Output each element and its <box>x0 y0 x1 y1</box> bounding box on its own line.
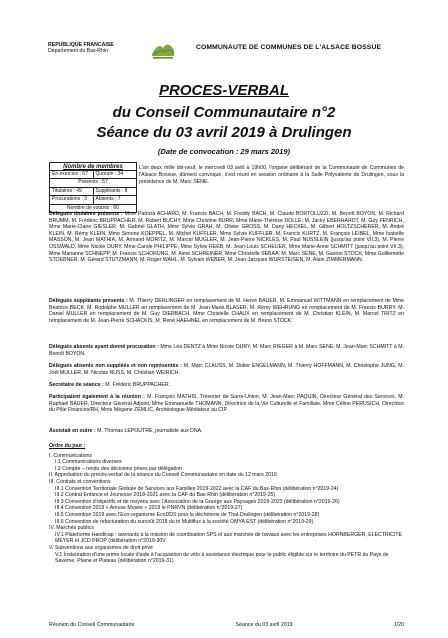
section-text: Mme Patricia ACHARD, M. Francis BACH, M. Freddy BACH, M. Claude BORTOLUZZI, M. Benoît BOYON, M. Richard BRUMM, M. Frédéric BRUPPACHER, M. Robert BUCHY, Mme Christine BURR, Mme Marie-Thérèse DOLLE, M. Jacky EBERHARDT, M. Guy FENRICH, Mme Marie-Claire GIESLER, M. Gabriel GLATH, Mme Sylvie GRAH, M. Olivier GROSS, M. Dany HECKEL, M. Gilbert HOLTZSCHERER, M. André KLEIN, M. Rémy KLEIN, Mme Simone KOEPPEL, M. Michel KUFFLER, Mme Sylvie KUFFLER, M. Francis KURTZ, M. François LEIBEL, Mme Isabelle MASSON, M. Jean MATHIA, M. Armand MORITZ, M. Marcel MUGLER, M. Jean-Pierre NICKLES, M. Paul NUSSLEIN (jusqu'au point VII.3), M. Pierre OSSWALD, Mme Nicole OURY, Mme Carole PHILIPPE, Mme Sylvie REEB, M. Jean-Louis SCHEUER, Mme Marie-Anne SCHMITT (jusqu'au point VII.3), Mme Marianne SCHNEPP, M. Francis SCHORUNG, M. Aimé SCHREINER, Mme Christelle SEBAA, M. Marc SENE, M. Gaston STOCK, Mme Guillemette STOEBNER, M. Gérard STUTZMANN, M. Roger WAHL, M. Sylvain WEBER, M. Jean-Jacques WURSTEISEN, M. Alain ZIMMERMANN. <box>49 211 404 264</box>
section-label: Participaient également à la réunion : <box>49 394 145 400</box>
section-label: Délégués titulaires présents : <box>49 211 123 217</box>
section-text: M. François MATHIS, Trésorier de Sarre-Union, M. Jean-Marc PAQUIN, Directeur Général des Services, M. Raphaël BAUER, Directeur Général Adjoint, Mme Emmanuelle THOMANN, Directrice de la Vie Culturelle et Familiale, Mme Céline PERUSICH, Directrice du Pôle Finances/RH, Mme Mégane ZEMLIC, Archéologue-Médiateur au CIP. <box>49 394 404 414</box>
page-number: 1/20 <box>393 622 404 628</box>
agenda-item: V. Subventions aux organismes de droit privé <box>49 544 153 551</box>
section-label: Assistait en outre : <box>49 428 96 434</box>
community-logo-icon <box>150 36 176 62</box>
section-procurations <box>49 344 404 357</box>
agenda-item: III.5 Convention 2019 avec l'Eco-organisme EcoDDS pour la déchèterie de Thal-Drulingen (délibération n°2019-28) <box>55 511 320 518</box>
members-table-heading: Nombre de membres <box>50 163 136 171</box>
agenda-list <box>49 453 409 565</box>
section-label: Délégués suppléants présents : <box>49 298 128 304</box>
agenda-item: V.1 Instauration d'une prime locale d'aide à l'acquisition de vélo à assistance électrique pour le public éligible sur le territoire du PETR du Pays de Saverne, Plaine et Plateau (délibération n°2019-31) <box>55 551 389 565</box>
section-participants <box>49 394 404 414</box>
section-label: Délégués absents ayant donné procuration : <box>49 344 159 350</box>
section-label: Secrétaire de séance : <box>49 382 104 388</box>
section-secretaire <box>49 382 404 389</box>
document-title: PROCES-VERBAL <box>158 82 289 99</box>
section-text: M. Thierry DEHLINGER en remplacement de M. Hervé BAUER, M. Emmanuel WITTMANN en remplacement de Mme Béatrice BECK, M. Rodolphe MULLER en remplacement de M. Jean-Marie BLASER, M. Rémy WEHRUNG en remplacement de M. Francis BURRY, M. Daniel MULLER en remplacement de M. Guy DIERBACH, Mme Christelle CHAUX en remplacement de M. Christian KLEIN, M. Marcel TRITZ en remplacement de M. Jean-Pierre SCHACKIS, M. René HAEHNEL en remplacement de M. Bruno STOCK. <box>49 298 404 324</box>
republic-header <box>48 42 114 54</box>
section-assistait <box>49 428 404 435</box>
section-absents <box>49 363 404 376</box>
members-cell: Présents : 57 <box>78 179 108 186</box>
members-cell: Absents : 7 <box>93 196 137 203</box>
members-row <box>50 196 136 204</box>
agenda-item: IV. Marchés publics <box>49 525 94 532</box>
members-cell: Nombre de votants : 60 <box>67 204 119 211</box>
section-label: Délégués absents non suppléés et non représentés : <box>49 363 182 369</box>
section-text: M. Frédéric BRUPPACHER. <box>105 382 171 388</box>
members-row <box>50 188 136 196</box>
session-title: Séance du 03 avril 2019 à Drulingen <box>96 124 352 141</box>
agenda-item: III.2 Contrat Enfance et Jeunesse 2018-2021 avec la CAF du Bas-Rhin (délibération n°2019-25) <box>55 492 276 499</box>
agenda-item: I. Communications <box>49 452 92 459</box>
agenda-item: IV.1 Plateforme Handicap : avenants à la mission de coordination SPS et aux marchés de travaux avec les entreprises HORNBERGER, ELECTRICITE MEYER et JCD PROP (délibération n°2019-30V. <box>55 531 402 545</box>
page-footer <box>49 622 404 628</box>
department-label: Département du Bas-Rhin <box>48 48 108 55</box>
agenda-heading: Ordre du jour : <box>49 443 86 449</box>
agenda-item: II. Approbation du procès-verbal de la séance du Conseil Communautaire en date du 12 mars 2019 <box>49 472 277 479</box>
footer-center: Séance du 03 avril 2019 <box>235 622 293 628</box>
section-titulaires <box>49 211 404 264</box>
members-cell: En exercice : 67 <box>52 171 88 177</box>
intro-paragraph: L'an deux mille dix-neuf, le mercredi 03 avril à 19h00, l'organe délibérant de la Communauté de Communes de l'Alsace Bossue, dûment convoqué, s'est réuni en session ordinaire à la Salle Polyvalente de Drulingen, sous la présidence de M. Marc SENE. <box>139 165 404 185</box>
agenda-item: III. Contrats et conventions <box>49 478 111 485</box>
section-text: Mme Léa DENTZ à Mme Nicole OURY, M. Marc RIEGER à M. Marc SENE, M. Jean-Marc SCHMITT à M. Benoît BOYON. <box>49 344 404 357</box>
agenda-item: III.4 Convention 2019 « Amuse Musée » 2019 le PNRVN (délibération n°2019-27) <box>55 505 243 512</box>
republic-label: REPUBLIQUE FRANCAISE <box>48 42 114 48</box>
members-table <box>49 162 137 213</box>
footer-left: Réunion du Conseil Communautaire <box>49 622 135 628</box>
agenda-item: III.3 Convention d'objectifs et de moyens avec l'Association de la Grange aux Paysages 2019-2023 (délibération n°2019-26) <box>55 498 340 505</box>
agenda-item: I.1 Communications diverses <box>55 459 122 466</box>
members-cell: Titulaires : 49 <box>52 187 82 194</box>
members-row <box>50 179 136 187</box>
section-text: M. Marc CLAUSS, M. Didier ENGELMANN, M. Thierry HOFFMANN, M. Christophe JUNG, M. Joël MULLER, M. Nicolas NUSS, M. Christian WEIRICH. <box>49 363 404 376</box>
section-text: M. Thomas LEPOUTRE, journaliste aux DNA. <box>97 428 203 434</box>
document-subtitle: du Conseil Communautaire n°2 <box>112 104 336 121</box>
members-row <box>50 171 136 179</box>
members-cell: Suppléants : 8 <box>93 188 137 195</box>
section-suppleants <box>49 298 404 324</box>
convocation-date: (Date de convocation : 29 mars 2019) <box>157 147 291 156</box>
agenda-item: III.1 Convention Territoriale Globale de Services aux Familles 2019-2022 avec la CAF du Bas-Rhin (délibération n°2019-24) <box>55 485 339 492</box>
members-cell: Quorum : 34 <box>93 171 137 178</box>
agenda-item: III.6 Convention de refacturation du surcoût 2018 du tri Multiflux à la société OMYA EST (délibération n°2019-29) <box>55 518 314 525</box>
agenda-item: I.2 Compte – rendu des décisions prises par délégation <box>55 465 182 472</box>
agenda <box>49 443 409 565</box>
members-cell: Procurations : 3 <box>52 196 88 203</box>
community-name: COMMUNAUTE DE COMMUNES DE L'ALSACE BOSSUE <box>196 44 382 51</box>
